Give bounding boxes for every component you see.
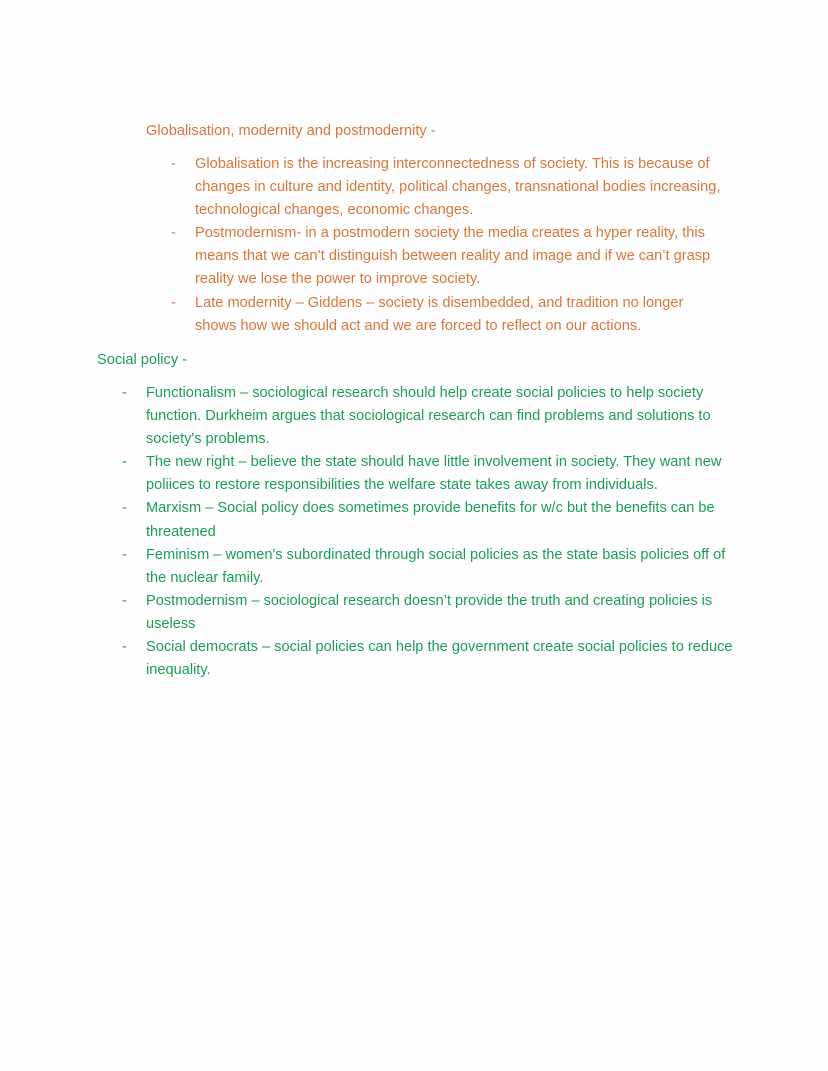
list-item-text: Postmodernism – sociological research doesn’t provide the truth and creating policies is useless: [146, 592, 713, 632]
list-item: [146, 292, 721, 338]
list-item: [97, 636, 736, 682]
bullet-dash: -: [122, 454, 127, 471]
list-item-text: Marxism – Social policy does sometimes provide benefits for w/c but the benefits can be threatened: [146, 500, 715, 540]
bullet-dash: -: [122, 639, 127, 656]
bullet-dash: -: [171, 294, 176, 311]
bullet-dash: -: [122, 500, 127, 517]
list-item-text: The new right – believe the state should have little involvement in society. They want new poliices to restore responsibilities the welfare state takes away from individuals.: [146, 454, 722, 494]
list-item: [146, 222, 721, 291]
list-item-text: Late modernity – Giddens – society is disembedded, and tradition no longer shows how we should act and we are forced to reflect on our actions.: [195, 294, 684, 334]
list-item-text: Postmodernism- in a postmodern society the media creates a hyper reality, this means that we can’t distinguish between reality and image and if we can’t grasp reality we lose the power to improve society.: [195, 225, 711, 288]
bullet-dash: -: [171, 225, 176, 242]
list-item: [97, 451, 736, 497]
social-policy-section: [97, 349, 747, 682]
bullet-dash: -: [122, 592, 127, 609]
list-item: [97, 497, 736, 543]
list-item-text: Social democrats – social policies can help the government create social policies to reduce inequality.: [146, 639, 733, 679]
list-item-text: Feminism – women's subordinated through social policies as the state basis policies off of the nuclear family.: [146, 546, 726, 586]
list-item-text: Globalisation is the increasing interconnectedness of society. This is because of changes in culture and identity, political changes, transnational bodies increasing, technological changes, economic changes.: [195, 156, 721, 219]
list-item: [146, 153, 721, 222]
list-item: [97, 544, 736, 590]
globalisation-bullet-list: [146, 153, 746, 338]
bullet-dash: -: [122, 546, 127, 563]
bullet-dash: -: [171, 156, 176, 172]
bullet-dash: -: [122, 385, 127, 401]
globalisation-section: [146, 120, 746, 338]
list-item: [97, 590, 736, 636]
social-policy-heading: Social policy -: [97, 352, 188, 368]
globalisation-heading: Globalisation, modernity and postmodernity -: [146, 123, 436, 139]
list-item-text: Functionalism – sociological research should help create social policies to help society function. Durkheim argues that sociological research can find problems and solutions to society's problems.: [146, 385, 711, 448]
list-item: [97, 382, 736, 451]
social-policy-bullet-list: [97, 382, 747, 682]
